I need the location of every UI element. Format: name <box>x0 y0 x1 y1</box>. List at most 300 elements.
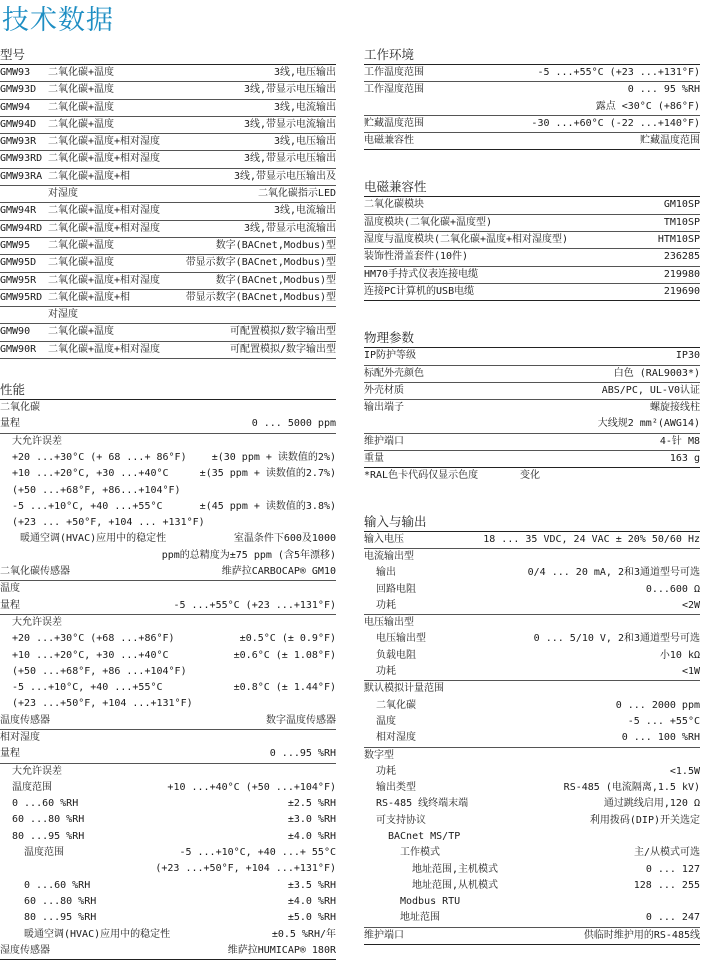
model-code: GMW95D <box>0 257 37 269</box>
table-row <box>364 796 700 812</box>
row-value: <2W <box>681 599 700 611</box>
table-row <box>0 342 336 359</box>
row-label: 60 ...80 %RH <box>24 895 97 907</box>
table-row <box>364 862 700 878</box>
table-row <box>0 894 336 910</box>
row-label: 贮藏温度范围 <box>364 117 424 129</box>
table-row <box>364 400 700 416</box>
right-column <box>364 46 700 945</box>
row-value: -5 ...+55°C (+23 ...+131°F) <box>537 67 700 78</box>
table-row <box>0 829 336 845</box>
table-row <box>0 730 336 746</box>
emc-heading: 电磁兼容性 <box>364 178 700 197</box>
model-value: 带显示数字(BACnet,Modbus)型 <box>185 257 336 269</box>
row-value: 数字温度传感器 <box>266 714 336 726</box>
row-label: 量程 <box>0 418 20 430</box>
table-row <box>0 290 336 307</box>
table-row <box>364 99 700 116</box>
row-label: 电压输出型 <box>364 617 414 629</box>
model-code: GMW94RD <box>0 222 43 234</box>
table-row <box>0 927 336 943</box>
table-row <box>0 531 336 547</box>
row-label: (+50 ...+68°F, +86 ...+104°F) <box>12 665 187 677</box>
row-label: RS-485 线终端末端 <box>376 798 469 810</box>
table-row <box>0 434 336 450</box>
row-value: 利用拨码(DIP)开关选定 <box>589 814 700 826</box>
row-label: 输入电压 <box>364 533 404 545</box>
table-row <box>0 764 336 780</box>
table-row <box>364 532 700 549</box>
table-row <box>0 169 336 186</box>
row-label: 工作模式 <box>400 847 440 859</box>
table-row <box>0 696 336 712</box>
model-description: 二氧化碳+温度 <box>48 257 115 269</box>
table-row <box>0 307 336 324</box>
row-label: 湿度传感器 <box>0 944 50 956</box>
row-label: 输出端子 <box>364 402 404 414</box>
row-value: ABS/PC, UL-V0认证 <box>601 384 700 396</box>
model-table <box>0 65 336 359</box>
row-value: ±0.5°C (± 0.9°F) <box>239 633 336 645</box>
row-label: 二氧化碳 <box>0 402 40 414</box>
model-code: GMW93D <box>0 84 37 96</box>
row-label: 可支持协议 <box>376 814 426 826</box>
table-row <box>364 764 700 780</box>
environment-heading: 工作环境 <box>364 46 700 65</box>
row-label: 地址范围,从机模式 <box>412 879 499 891</box>
table-row <box>364 284 700 301</box>
row-label: 电压输出型 <box>376 633 426 645</box>
table-row <box>364 615 700 631</box>
table-row <box>0 812 336 828</box>
table-row <box>364 748 700 764</box>
model-value: 3线,带显示电流输出 <box>243 118 336 130</box>
model-code: GMW93R <box>0 136 37 148</box>
table-row <box>364 845 700 861</box>
row-label: (+23 ...+50°F, +104 ...+131°F) <box>12 698 193 710</box>
row-value: 0 ... 127 <box>645 863 700 875</box>
table-row <box>0 186 336 203</box>
row-value: HTM10SP <box>657 234 700 246</box>
model-value: 3线,电流输出 <box>273 205 336 217</box>
row-label: 地址范围,主机模式 <box>412 863 499 875</box>
row-value: <1W <box>681 666 700 678</box>
row-value: RS-485 (电流隔离,1.5 kV) <box>563 782 700 794</box>
table-row <box>0 631 336 647</box>
table-row <box>364 232 700 249</box>
row-value: +10 ...+40°C (+50 ...+104°F) <box>167 781 336 793</box>
table-row <box>0 861 336 877</box>
table-row <box>0 416 336 433</box>
table-row <box>0 117 336 134</box>
model-description: 二氧化碳+温度+相 <box>48 170 131 182</box>
row-label: 默认模拟计量范围 <box>364 683 444 695</box>
emc-table <box>364 197 700 301</box>
model-description: 二氧化碳+温度 <box>48 84 115 96</box>
row-value: 供临时维护用的RS-485线 <box>583 929 700 941</box>
row-label: (+23 ... +50°F, +104 ... +131°F) <box>12 517 205 529</box>
row-value: 4-针 M8 <box>659 435 700 447</box>
row-label: 0 ...60 %RH <box>12 798 79 810</box>
row-label: 温度模块(二氧化碳+温度型) <box>364 216 493 228</box>
row-value: 0/4 ... 20 mA, 2和3通道型号可选 <box>527 567 700 579</box>
table-row <box>0 221 336 238</box>
row-label: (+50 ...+68°F, +86...+104°F) <box>12 484 181 496</box>
table-row <box>364 878 700 894</box>
row-value: -30 ...+60°C (-22 ...+140°F) <box>531 117 700 129</box>
row-label: Modbus RTU <box>400 896 461 908</box>
table-row <box>0 483 336 499</box>
row-value: TM10SP <box>663 216 700 228</box>
row-value: 219980 <box>663 268 700 280</box>
table-row <box>364 249 700 266</box>
row-value: 大线规2 mm²(AWG14) <box>597 418 700 430</box>
environment-section <box>364 46 700 150</box>
model-description: 二氧化碳+温度+相对湿度 <box>48 343 161 355</box>
table-row <box>0 134 336 151</box>
row-label: 80 ...95 %RH <box>12 830 85 842</box>
row-value: ±(45 ppm + 读数值的3.8%) <box>199 500 336 512</box>
model-code: GMW90R <box>0 343 37 355</box>
row-label: 工作湿度范围 <box>364 84 424 96</box>
row-note: 变化 <box>520 470 540 482</box>
environment-table <box>364 65 700 150</box>
row-label: 暖通空调(HVAC)应用中的稳定性 <box>20 533 167 545</box>
row-value: 维萨拉HUMICAP® 180R <box>227 944 336 956</box>
table-row <box>364 813 700 829</box>
row-value: 236285 <box>663 251 700 263</box>
model-description: 二氧化碳+温度+相对湿度 <box>48 274 161 286</box>
table-row <box>364 416 700 433</box>
physical-table <box>364 348 700 484</box>
row-label: 功耗 <box>376 765 396 777</box>
table-row <box>0 82 336 99</box>
row-label: 输出类型 <box>376 782 416 794</box>
row-label: 80 ...95 %RH <box>24 912 97 924</box>
row-label: 二氧化碳 <box>376 699 416 711</box>
table-row <box>0 648 336 664</box>
table-row <box>364 468 700 484</box>
left-column <box>0 46 336 960</box>
table-row <box>0 151 336 168</box>
row-label: 维护端口 <box>364 929 404 941</box>
model-value: 3线,带显示电流输出 <box>243 222 336 234</box>
table-row <box>364 894 700 910</box>
io-section <box>364 513 700 945</box>
row-value: ±(35 ppm + 读数值的2.7%) <box>199 468 336 480</box>
row-label: 温度 <box>0 583 20 595</box>
model-code: GMW94R <box>0 205 37 217</box>
row-label: HM70手持式仪表连接电缆 <box>364 268 479 280</box>
row-value: 主/从模式可选 <box>633 847 700 859</box>
row-value: ±4.0 %RH <box>287 895 336 907</box>
row-label: 功耗 <box>376 666 396 678</box>
model-value: 3线,电压输出 <box>273 136 336 148</box>
io-table <box>364 532 700 945</box>
model-value: 带显示数字(BACnet,Modbus)型 <box>185 291 336 303</box>
row-label: BACnet MS/TP <box>388 830 461 842</box>
model-description: 二氧化碳+温度+相对湿度 <box>48 205 161 217</box>
table-row <box>364 383 700 400</box>
table-row <box>0 664 336 680</box>
row-value: IP30 <box>675 350 700 362</box>
table-row <box>0 564 336 581</box>
table-row <box>364 582 700 598</box>
table-row <box>0 466 336 482</box>
table-row <box>364 116 700 133</box>
row-value: ±3.0 %RH <box>287 814 336 826</box>
table-row <box>364 434 700 451</box>
table-row <box>0 255 336 272</box>
performance-section <box>0 381 336 960</box>
model-code: GMW95R <box>0 274 37 286</box>
row-label: 外壳材质 <box>364 384 404 396</box>
row-label: 暖通空调(HVAC)应用中的稳定性 <box>24 928 171 940</box>
row-label: +10 ...+20°C, +30 ...+40°C <box>12 468 169 480</box>
row-value: 163 g <box>669 453 700 465</box>
table-row <box>0 746 336 763</box>
model-code: GMW94D <box>0 118 37 130</box>
emc-section <box>364 178 700 301</box>
model-code: GMW95 <box>0 239 31 251</box>
row-label: 功耗 <box>376 599 396 611</box>
model-value: 3线,带显示电压输出及 <box>233 170 336 182</box>
row-label: -5 ...+10°C, +40 ...+55°C <box>12 682 163 694</box>
row-label: 回路电阻 <box>376 583 416 595</box>
row-label: 湿度与温度模块(二氧化碳+温度+相对湿度型) <box>364 234 569 246</box>
row-value: 0 ... 2000 ppm <box>615 699 700 711</box>
row-value: ±0.8°C (± 1.44°F) <box>233 682 336 694</box>
row-label: 输出 <box>376 567 396 579</box>
row-value: ±4.0 %RH <box>287 830 336 842</box>
row-label: +10 ...+20°C, +30 ...+40°C <box>12 649 169 661</box>
row-value: ±5.0 %RH <box>287 912 336 924</box>
model-value: 3线,带显示电压输出 <box>243 153 336 165</box>
row-label: 工作温度范围 <box>364 67 424 78</box>
model-description: 二氧化碳+温度 <box>48 101 115 113</box>
physical-heading: 物理参数 <box>364 329 700 348</box>
row-value: 螺旋接线柱 <box>650 402 700 414</box>
table-row <box>364 829 700 845</box>
row-value: 0 ... 95 %RH <box>627 84 700 96</box>
row-value: 0 ... 5000 ppm <box>251 418 336 430</box>
model-value: 可配置模拟/数字输出型 <box>229 326 336 338</box>
table-row <box>364 348 700 365</box>
row-value: <1.5W <box>669 765 700 777</box>
table-row <box>0 238 336 255</box>
row-label: +20 ...+30°C (+68 ...+86°F) <box>12 633 175 645</box>
row-label: 温度 <box>376 715 396 727</box>
row-value: 露点 <30°C (+86°F) <box>595 100 700 112</box>
model-value: 数字(BACnet,Modbus)型 <box>215 239 336 251</box>
row-label: IP防护等级 <box>364 350 417 362</box>
row-label: 电磁兼容性 <box>364 135 414 147</box>
table-row <box>0 780 336 796</box>
row-value: -5 ... +55°C <box>627 715 700 727</box>
row-label: 装饰性滑盖套件(10件) <box>364 251 469 263</box>
row-label: 量程 <box>0 599 20 611</box>
table-row <box>364 664 700 681</box>
row-label: 温度传感器 <box>0 714 50 726</box>
row-label: 地址范围 <box>400 912 440 924</box>
model-description: 二氧化碳+温度+相对湿度 <box>48 222 161 234</box>
model-code: GMW93RD <box>0 153 43 165</box>
model-section <box>0 46 336 359</box>
table-row <box>364 598 700 615</box>
row-value: ±3.5 %RH <box>287 879 336 891</box>
table-row <box>0 450 336 466</box>
model-code: GMW95RD <box>0 291 43 303</box>
model-description: 二氧化碳+温度+相 <box>48 291 131 303</box>
model-value: 3线,电流输出 <box>273 101 336 113</box>
row-value: 室温条件下600及1000 <box>233 533 336 545</box>
table-row <box>0 65 336 82</box>
row-value: 0 ... 5/10 V, 2和3通道型号可选 <box>533 633 700 645</box>
table-row <box>364 681 700 697</box>
table-row <box>0 499 336 515</box>
row-label: *RAL色卡代码仅显示色度 <box>364 470 479 482</box>
row-label: 温度范围 <box>24 847 64 859</box>
row-value: ±2.5 %RH <box>287 798 336 810</box>
table-row <box>364 648 700 664</box>
table-row <box>364 631 700 647</box>
model-description: 二氧化碳+温度 <box>48 326 115 338</box>
table-row <box>0 796 336 812</box>
table-row <box>364 133 700 150</box>
table-row <box>364 267 700 284</box>
table-row <box>364 698 700 714</box>
table-row <box>364 215 700 232</box>
row-label: +20 ...+30°C (+ 68 ...+ 86°F) <box>12 451 187 463</box>
row-label: 重量 <box>364 453 384 465</box>
model-description: 二氧化碳+温度 <box>48 118 115 130</box>
row-value: 0 ... 247 <box>645 912 700 924</box>
table-row <box>364 910 700 927</box>
row-label: 连接PC计算机的USB电缆 <box>364 285 475 297</box>
row-label: 电流输出型 <box>364 550 414 562</box>
row-label: 大允许误差 <box>12 435 62 447</box>
table-row <box>0 910 336 926</box>
table-row <box>0 203 336 220</box>
row-label: 相对湿度 <box>0 731 40 743</box>
table-row <box>364 928 700 945</box>
performance-heading: 性能 <box>0 381 336 400</box>
table-row <box>0 680 336 696</box>
table-row <box>0 615 336 631</box>
row-label: 数字型 <box>364 749 394 761</box>
row-label: 负载电阻 <box>376 649 416 661</box>
row-value: ±0.5 %RH/年 <box>271 928 336 940</box>
table-row <box>364 197 700 214</box>
row-label: 维护端口 <box>364 435 404 447</box>
row-value: (+23 ...+50°F, +104 ...+131°F) <box>155 863 336 875</box>
row-value: 白色 (RAL9003*) <box>613 367 700 379</box>
model-heading: 型号 <box>0 46 336 65</box>
table-row <box>0 878 336 894</box>
table-row <box>0 598 336 615</box>
row-value: GM10SP <box>663 199 700 211</box>
row-label: 标配外壳颜色 <box>364 367 424 379</box>
row-value: 219690 <box>663 285 700 297</box>
row-value: ±(30 ppm + 读数值的2%) <box>211 451 336 463</box>
model-code: GMW93 <box>0 67 31 78</box>
table-row <box>0 581 336 597</box>
table-row <box>364 565 700 581</box>
page-title: 技术数据 <box>2 5 114 36</box>
table-row <box>364 549 700 565</box>
row-value: 通过跳线启用,120 Ω <box>603 798 700 810</box>
row-value: 128 ... 255 <box>633 879 700 891</box>
model-description: 对湿度 <box>48 309 78 321</box>
table-row <box>364 451 700 468</box>
table-row <box>0 324 336 341</box>
table-row <box>0 548 336 564</box>
model-code: GMW90 <box>0 326 31 338</box>
row-label: 大允许误差 <box>12 765 62 777</box>
row-value: ppm的总精度为±75 ppm (含5年漂移) <box>161 549 336 561</box>
row-label: 二氧化碳传感器 <box>0 566 70 578</box>
row-value: 维萨拉CARBOCAP® GM10 <box>221 566 336 578</box>
table-row <box>0 713 336 730</box>
row-value: 0...600 Ω <box>645 583 700 595</box>
row-value: 小10 kΩ <box>659 649 700 661</box>
model-value: 数字(BACnet,Modbus)型 <box>215 274 336 286</box>
table-row <box>0 400 336 416</box>
physical-section <box>364 329 700 484</box>
row-label: 相对湿度 <box>376 732 416 744</box>
row-value: 贮藏温度范围 <box>640 135 700 147</box>
model-description: 二氧化碳+温度 <box>48 239 115 251</box>
model-description: 二氧化碳+温度+相对湿度 <box>48 136 161 148</box>
row-value: ±0.6°C (± 1.08°F) <box>233 649 336 661</box>
row-value: -5 ...+55°C (+23 ...+131°F) <box>173 599 336 611</box>
row-label: -5 ...+10°C, +40 ...+55°C <box>12 500 163 512</box>
table-row <box>364 714 700 730</box>
model-description: 二氧化碳+温度 <box>48 67 115 78</box>
table-row <box>0 100 336 117</box>
model-description: 二氧化碳+温度+相对湿度 <box>48 153 161 165</box>
row-value: 0 ...95 %RH <box>269 748 336 760</box>
model-value: 3线,带显示电压输出 <box>243 84 336 96</box>
model-value: 3线,电压输出 <box>273 67 336 78</box>
table-row <box>364 366 700 383</box>
row-label: 量程 <box>0 748 20 760</box>
row-value: 0 ... 100 %RH <box>621 732 700 744</box>
row-label: 大允许误差 <box>12 616 62 628</box>
model-description: 对湿度 <box>48 188 78 200</box>
table-row <box>0 943 336 960</box>
row-value: 18 ... 35 VDC, 24 VAC ± 20% 50/60 Hz <box>483 533 700 545</box>
row-label: 二氧化碳模块 <box>364 199 424 211</box>
table-row <box>0 273 336 290</box>
row-label: 温度范围 <box>12 781 52 793</box>
table-row <box>364 65 700 82</box>
table-row <box>364 82 700 98</box>
row-label: 0 ...60 %RH <box>24 879 91 891</box>
model-value: 可配置模拟/数字输出型 <box>229 343 336 355</box>
model-code: GMW94 <box>0 101 31 113</box>
performance-table <box>0 400 336 960</box>
io-heading: 输入与输出 <box>364 513 700 532</box>
model-value: 二氧化碳指示LED <box>257 188 336 200</box>
model-code: GMW93RA <box>0 170 43 182</box>
table-row <box>0 515 336 531</box>
row-value: -5 ...+10°C, +40 ...+ 55°C <box>179 847 336 859</box>
table-row <box>364 780 700 796</box>
table-row <box>364 730 700 747</box>
table-row <box>0 845 336 861</box>
row-label: 60 ...80 %RH <box>12 814 85 826</box>
